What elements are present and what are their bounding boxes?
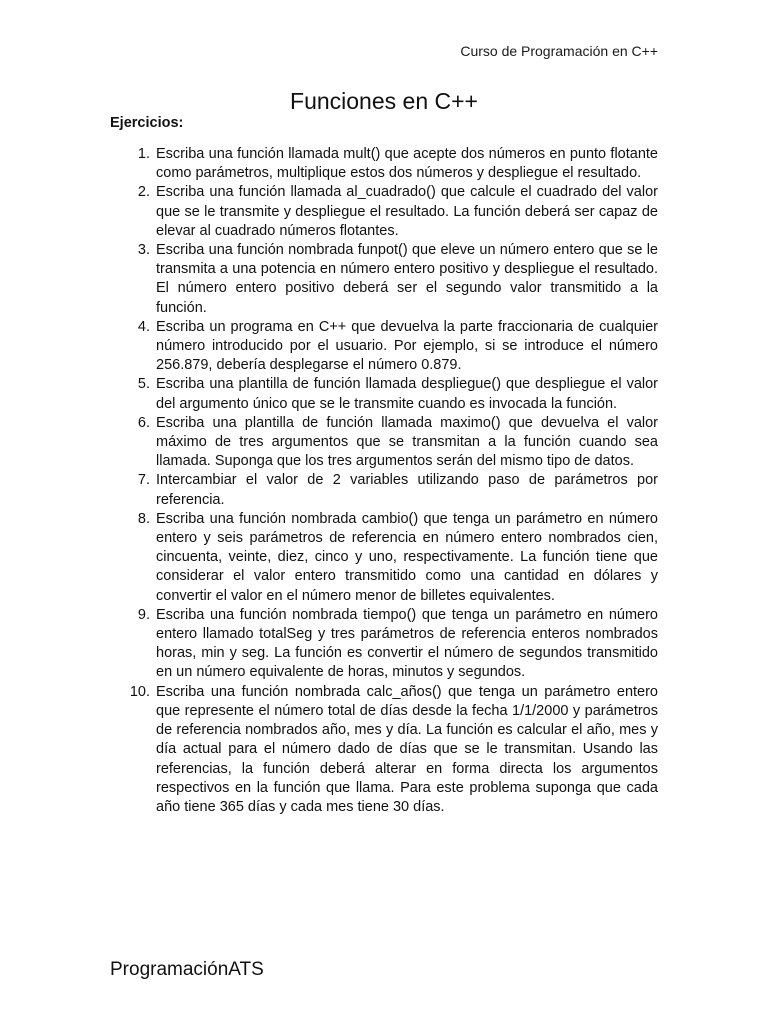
item-text: Escriba un programa en C++ que devuelva la parte fraccionaria de cualquier número introducido por el usuario. Por ejemplo, si se introduce el número 256.879, debería desplegarse el número 0.879. bbox=[156, 318, 658, 374]
running-header: Curso de Programación en C++ bbox=[460, 43, 658, 59]
item-text: Escriba una función nombrada cambio() que tenga un parámetro en número entero y seis parámetros de referencia en número entero nombrados cien, cincuenta, veinte, diez, cinco y uno, respectivamente. La función tiene que considerar el valor entero transmitido como una cantidad en dólares y convertir el valor en el número menor de billetes equivalentes. bbox=[156, 510, 658, 604]
item-number: 10. bbox=[129, 683, 150, 700]
item-number: 5. bbox=[137, 376, 150, 393]
item-text: Escriba una plantilla de función llamada despliegue() que despliegue el valor del argumento único que se le transmite cuando es invocada la función. bbox=[156, 376, 658, 412]
item-text: Escriba una función nombrada tiempo() que tenga un parámetro en número entero llamado totalSeg y tres parámetros de referencia enteros nombrados horas, min y seg. La función es convertir el número de segundos transmitido en un número equivalente de horas, minutos y segundos. bbox=[156, 606, 658, 681]
list-item bbox=[110, 375, 658, 413]
item-text: Escriba una función llamada al_cuadrado() que calcule el cuadrado del valor que se le transmite y despliegue el resultado. La función deberá ser capaz de elevar al cuadrado números flotantes. bbox=[156, 184, 658, 239]
list-item bbox=[110, 183, 658, 241]
list-item bbox=[110, 145, 658, 183]
item-text: Escriba una función nombrada funpot() que eleve un número entero que se le transmita a una potencia en número entero positivo y despliegue el resultado. El número entero positivo deberá ser el segundo valor transmitido a la función. bbox=[156, 242, 658, 316]
item-text: Escriba una función llamada mult() que acepte dos números en punto flotante como parámetros, multiplique estos dos números y despliegue el resultado. bbox=[156, 146, 658, 182]
item-text: Intercambiar el valor de 2 variables utilizando paso de parámetros por referencia. bbox=[156, 472, 658, 508]
item-number: 1. bbox=[137, 146, 150, 162]
page-title: Funciones en C++ bbox=[290, 88, 478, 114]
item-number: 2. bbox=[137, 184, 150, 201]
list-item bbox=[110, 606, 658, 683]
list-item bbox=[110, 510, 658, 606]
list-item bbox=[110, 471, 658, 509]
item-text: Escriba una plantilla de función llamada maximo() que devuelva el valor máximo de tres argumentos que se transmitan a la función cuando sea llamada. Suponga que los tres argumentos serán del mismo tipo de datos. bbox=[156, 414, 658, 470]
item-text: Escriba una función nombrada calc_años() que tenga un parámetro entero que represente el número total de días desde la fecha 1/1/2000 y parámetros de referencia nombrados año, mes y día. La función es calcular el año, mes y día actual para el número dado de días que se le transmitan. Usando las referencias, la función deberá alterar en forma directa los argumentos respectivos en la función que llama. Para este problema suponga que cada año tiene 365 días y cada mes tiene 30 días. bbox=[156, 683, 658, 815]
item-number: 3. bbox=[137, 242, 150, 259]
exercise-list bbox=[110, 145, 658, 817]
item-number: 7. bbox=[137, 472, 150, 489]
item-number: 9. bbox=[137, 606, 150, 623]
list-item bbox=[110, 414, 658, 472]
list-item bbox=[110, 318, 658, 376]
section-heading: Ejercicios: bbox=[110, 115, 184, 131]
footer-brand: ProgramaciónATS bbox=[110, 959, 264, 980]
item-number: 4. bbox=[137, 318, 150, 335]
list-item bbox=[110, 241, 658, 318]
item-number: 8. bbox=[137, 510, 150, 527]
list-item bbox=[110, 683, 658, 817]
item-number: 6. bbox=[137, 414, 150, 431]
